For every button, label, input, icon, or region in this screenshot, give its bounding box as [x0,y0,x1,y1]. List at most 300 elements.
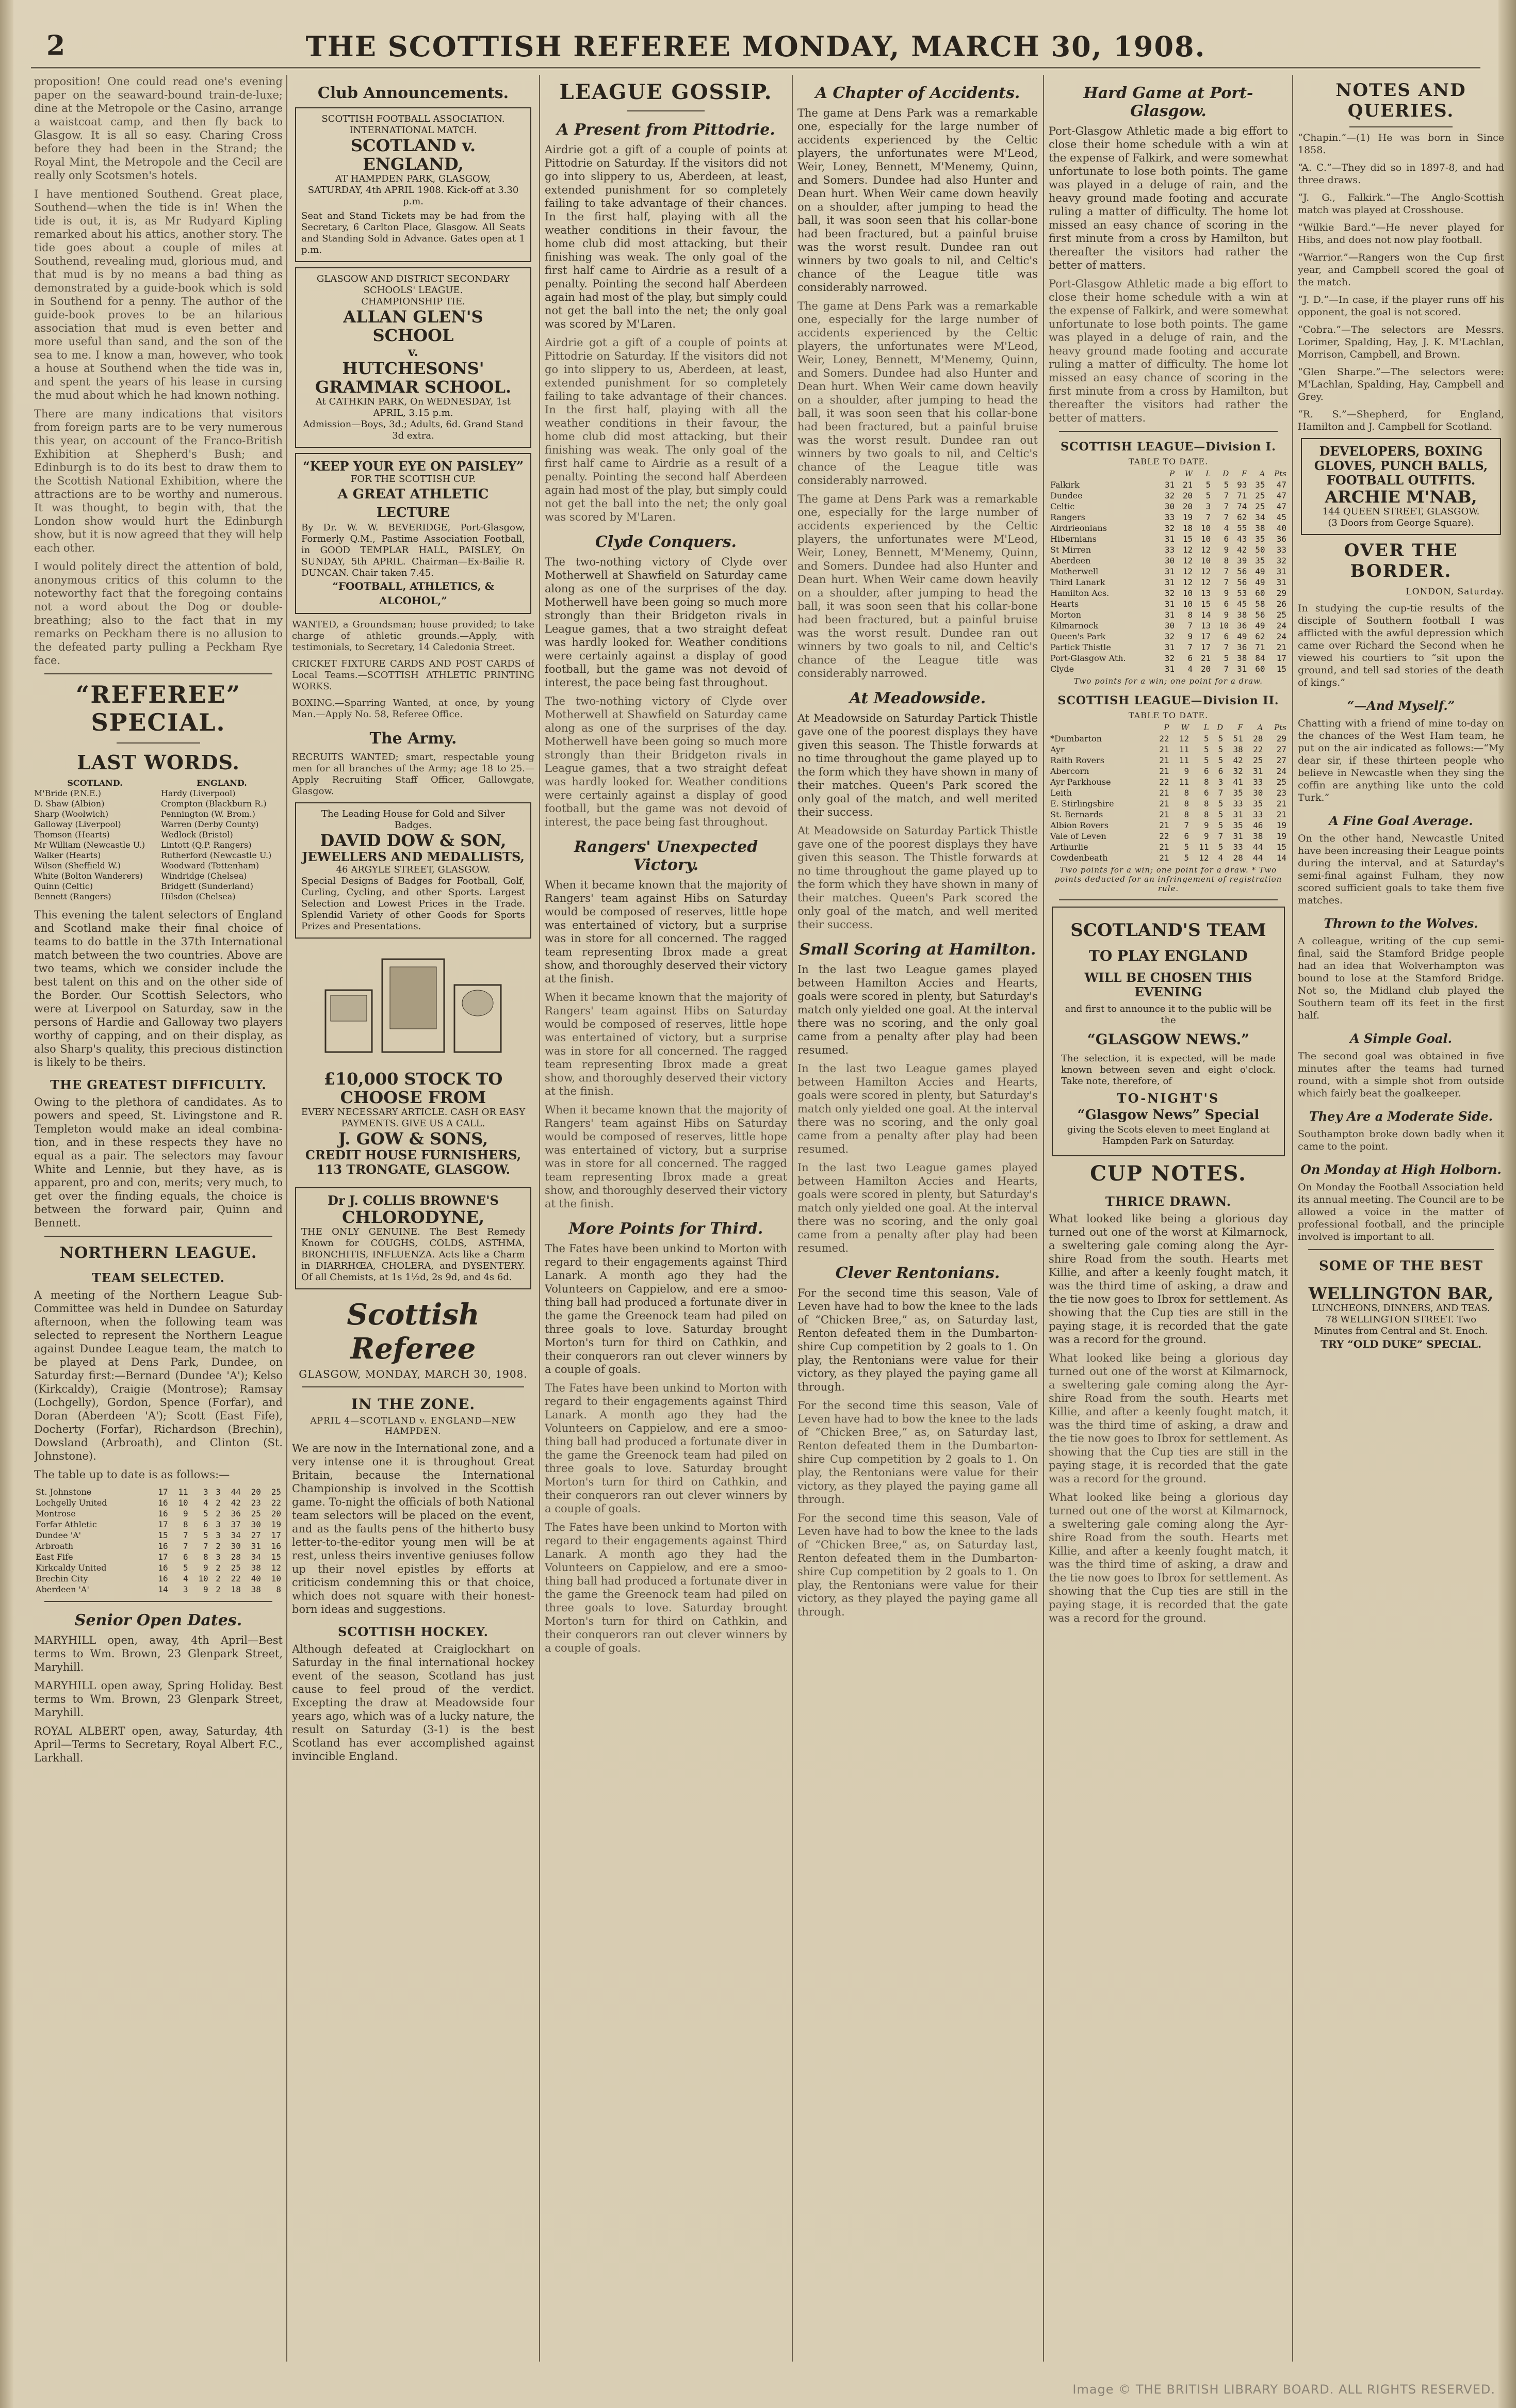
stat-cell: 21 [1159,788,1169,798]
article-paragraph: A colleague, writing of the cup semi-final, said the Stamford Bridge people had an idea that Wolverhampton was bound to lose at the Stamford Bridge. Not so, the Midland club played the Southern team off its feet in the first half. [1298,935,1504,1021]
team-name-cell: Abercorn [1050,766,1089,776]
story-heading: A Present from Pittodrie. [557,121,775,139]
stat-cell: 47 [1276,491,1286,500]
table-row [34,1573,283,1584]
stat-cell: 21 [1200,653,1211,663]
division-1-table: P W L D F A Pts Falkirk 31 21 5 5 93 35 47 Dundee 32 20 5 7 71 25 47 Celtic 30 20 3 7 74 25 47 Rangers 33 19 7 7 62 34 45 Airdrieonians 32 18 10 4 55 38 40 Hibernians 31 15 10 6 43 35 36 St Mirren 33 12 12 9 42 50 33 Aberdeen 30 12 10 8 39 35 32 Motherwell 31 12 12 7 56 49 31 Third Lanark 31 12 12 7 56 49 31 Hamilton Acs. 32 10 13 9 53 60 29 Hearts 31 10 15 6 45 58 26 Morton 31 8 14 9 38 56 25 Kilmarnock 30 7 13 10 36 49 24 Queen's Park 32 9 17 6 49 62 24 Partick Thistle 31 7 17 7 36 71 21 Port-Glasgow Ath. 32 6 21 5 38 84 17 Clyde 31 4 20 7 31 60 15 [1049,468,1288,674]
article-paragraph: The table up to date is as follows:— [34,1468,230,1481]
stat-cell: 31 [1276,577,1286,587]
northern-league-heading: NORTHERN LEAGUE. [59,1244,257,1262]
ad-body: THE ONLY GENUINE. The Best Remedy Known for COUGHS, COLDS, ASTHMA, BRONCHITIS, INFLUENZA. Acts like a Charm in DIARRHŒA, CHOLERA, and DYSENTERY. Of all Chemists, at 1s 1½d, 2s 9d, and 4s 6d. [301,1226,525,1283]
stat-cell: 6 [1224,632,1229,641]
article-paragraph: The Fates have been unkind to Morton with regard to their engagements against Third Lanark. A month ago they had the Volunteers on Cappielow, and ere a smoothing ball had produced a fortunate diver in the game the Greenock team had piled on three goals to love. Saturday brought Morton's turn for third on Cathkin, and their conquerors ran out clever winners by a couple of goals. [545,1521,787,1654]
stat-cell: 8 [1204,799,1209,809]
team-name-cell: Lochgelly United [36,1498,107,1508]
stat-cell: 5 [1205,480,1211,490]
stat-cell: 9 [1204,820,1209,830]
stat-cell: 16 [271,1541,281,1551]
open-date-notice: MARYHILL open, away, 4th April—Best terms to Wm. Brown, 23 Glenpark Street, Maryhill. [34,1634,283,1673]
stat-cell: 23 [251,1498,261,1508]
stat-cell: 2 [216,1585,221,1594]
table-row [1049,631,1288,642]
ad-line: Admission—Boys, 3d.; Adults, 6d. Grand Stand 3d extra. [303,419,524,441]
stat-cell: 47 [1276,502,1286,511]
article-paragraph: The game at Dens Park was a remarkable one, especially for the large number of accidents experienced by the Celtic players, the unfortunates were M'Leod, Weir, Loney, Bennett, M'Menemy, Quinn, and Somers. Dundee had also Hunter and Dean hurt. When Weir came down heavily on a shoulder, after jumping to head the ball, it was soon seen that his collar-bone had been fractured, but a painful bruise was the worst result. Dundee ran out winners by two goals to nil, and Celtic's chance of the League title was considerably narrowed. [797,107,1038,294]
stat-cell: 25 [1253,755,1263,765]
team-name-cell: Airdrieonians [1050,523,1107,533]
stat-cell: 5 [1218,755,1224,765]
query-item: “J. G., Falkirk.”—The Anglo-Scottish match was played at Crosshouse. [1298,192,1504,216]
division-2-table: P W L D F A Pts *Dumbarton 22 12 5 5 51 28 29 Ayr 21 11 5 5 38 22 27 Raith Rovers 21 11 5 5 42 25 27 Abercorn 21 9 6 6 32 31 24 Ayr Parkhouse 22 11 8 3 41 33 25 Leith 21 8 6 7 35 30 23 E. Stirlingshire 21 8 8 5 33 35 21 St. Bernards 21 8 8 5 31 33 21 Albion Rovers 21 7 9 5 35 46 19 Vale of Leven 22 6 9 7 31 38 19 Arthurlie 21 5 11 5 33 44 15 Cowdenbeath 21 5 12 4 28 44 14 [1049,722,1288,863]
table-row [34,1508,283,1519]
article-paragraph: The two-nothing victory of Clyde over Motherwell at Shawfield on Saturday came along as one of the surprises of the day. Motherwell have been going so much more strongly than their Bridgeton rivals in League games, that a two straight defeat was hardly looked for. Weather conditions were certainly against a display of good football, but the game was not devoid of interest, the pace being fast throughout. [545,556,787,689]
stat-cell: 62 [1255,632,1265,641]
stat-cell: 7 [1224,577,1229,587]
last-words-heading: LAST WORDS. [77,751,240,774]
stat-cell: 19 [271,1520,281,1529]
masthead-title: THE SCOTTISH REFEREE MONDAY, MARCH 30, 1908. [305,30,1206,63]
stat-cell: 7 [1184,820,1189,830]
article-paragraph: proposition! One could read one's evening paper on the seaward-bound train-de-luxe; dine at the Metropole or the Casino, arrange a waistcoat camp, and then fly back to Glasgow. It is all so easy. Charing Cross before they had been in the Strand; the Royal Mint, the Metropole and the Cecil are really only Scotsmen's hotels. [34,75,283,182]
player-name: Mr William (Newcastle U.) [34,840,145,850]
stat-cell: 17 [158,1520,168,1529]
stat-cell: 30 [231,1541,241,1551]
stat-cell: 8 [276,1585,281,1594]
team-name-cell: Forfar Athletic [36,1520,97,1529]
stat-cell: 49 [1237,632,1247,641]
stat-cell: 14 [1200,610,1211,620]
player-name: Hardy (Liverpool) [161,788,236,798]
stat-cell: 32 [1276,556,1286,565]
subheading: THE GREATEST DIFFICULTY. [50,1077,267,1092]
ad-headline: CHLORODYNE, [342,1207,484,1227]
stat-cell: 12 [1179,734,1189,744]
story-heading: Clyde Conquers. [595,533,737,551]
column-2 [292,75,534,2362]
stat-cell: 5 [1218,820,1224,830]
stat-cell: 7 [1187,642,1193,652]
article-paragraph: Chatting with a friend of mine to-day on the chances of the West Ham team, he put on the air indicated as follows:—“My dear sir, if these thirteen people who believe in Newcastle when they sing the coffin are anything like unto the cold Turk.” [1298,718,1504,803]
stat-cell: 35 [1255,480,1265,490]
stat-cell: 31 [1164,577,1175,587]
dateline: LONDON, Saturday. [1406,587,1504,597]
stat-cell: 38 [251,1563,261,1573]
divider [1349,126,1453,127]
stat-cell: 28 [1253,734,1263,744]
stat-cell: 18 [1182,523,1193,533]
stat-cell: 17 [1200,642,1211,652]
stat-cell: 21 [1159,810,1169,819]
stat-cell: 4 [183,1574,188,1583]
stat-cell: 5 [1205,491,1211,500]
query-item: “A. C.”—They did so in 1897-8, and had three draws. [1298,162,1504,186]
stat-cell: 7 [1224,512,1229,522]
team-name-cell: Aberdeen [1050,556,1091,565]
stat-cell: 31 [1164,664,1175,674]
column-5 [1049,75,1288,2362]
article-paragraph: Airdrie got a gift of a couple of points at Pittodrie on Saturday. If the visitors did not go into slippery to us, Aberdeen, at least, extended punishment for so completely failing to take advantage of their chances. In the first half, playing with all the weather conditions in their favour, the home club did most attacking, but their finishing was weak. The only goal of the first half came to Airdrie as a result of a penalty. Pointing the second half Aberdeen again had most of the play, but simply could not get the ball into the net; the only goal was scored by M'Laren. [545,143,787,330]
stat-cell: 31 [1164,480,1175,490]
team-name-cell: Falkirk [1050,480,1080,490]
stat-cell: 31 [1253,766,1263,776]
story-heading: Thrown to the Wolves. [1324,916,1478,931]
stat-cell: 38 [1253,831,1263,841]
stat-cell: 8 [1224,556,1229,565]
article-paragraph: Airdrie got a gift of a couple of points at Pittodrie on Saturday. If the visitors did not go into slippery to us, Aberdeen, at least, extended punishment for so completely failing to take advantage of their chances. In the first half, playing with all the weather conditions in their favour, the home club did most attacking, but their finishing was weak. The only goal of the first half came to Airdrie as a result of a penalty. Pointing the second half Aberdeen again had most of the play, but simply could not get the ball into the net; the only goal was scored by M'Laren. [545,336,787,523]
wellington-bar-ad [1301,1279,1501,1356]
stat-cell: 21 [1276,799,1286,809]
stat-cell: 38 [1237,610,1247,620]
stat-cell: 33 [1164,545,1175,555]
ad-line: GLASGOW AND DISTRICT SECONDARY SCHOOLS' LEAGUE. [316,273,510,296]
player-name: Rutherford (Newcastle U.) [161,850,272,860]
open-date-notice: ROYAL ALBERT open, away, Saturday, 4th April—Terms to Secretary, Royal Albert F.C., Larkhall. [34,1725,283,1764]
story-heading: At Meadowside. [849,689,986,707]
article-paragraph: At Meadowside on Saturday Partick Thistle gave one of the poorest displays they have given this season. The Thistle forwards at no time throughout the game played up to the form which they have shown in many of their matches. Queen's Park scored the only goal of the match, and well merited their success. [797,712,1038,818]
stat-cell: 21 [1276,642,1286,652]
archie-mnab-ad [1301,438,1501,535]
stat-cell: 33 [1233,799,1243,809]
stat-cell: 51 [1233,734,1243,744]
stat-cell: 10 [1182,588,1193,598]
stat-cell: 44 [231,1487,241,1497]
stat-cell: 37 [231,1520,241,1529]
divider [1059,431,1278,432]
table-note: Two points for a win; one point for a draw. * Two points deducted for an infringement of registration rule. [1054,865,1282,893]
divider [117,742,200,744]
stat-cell: 9 [1224,545,1229,555]
classified-ad: RECRUITS WANTED; smart, respectable young men for all branches of the Army; age 18 to 25.—Apply Recruiting Staff Officer, Gallowgate, Glasgow. [292,752,534,797]
stat-cell: 21 [1159,842,1169,852]
table-row [1049,842,1288,852]
stat-cell: 31 [1164,610,1175,620]
over-border-heading: OVER THE BORDER. [1344,540,1458,581]
team-name-cell: Queen's Park [1050,632,1106,641]
article-paragraph: We are now in the International zone, and a very intense one it is throughout Great Britain, because the International Championship is involved in the Scottish game. To-night the officials of both National team selectors will be placed on the event, and as the faults pens of the hitherto busy letter-to-the-editor young men will be at rest, unless theirs inventive geniuses follow up their novel epistles by efforts at criticism condemning this or that choice, which does not square with their honest-born ideas and suggestions. [292,1442,534,1615]
player-name: Thomson (Hearts) [34,830,110,839]
stat-cell: 31 [251,1541,261,1551]
stat-cell: 15 [1276,664,1286,674]
table-row [1049,523,1288,534]
notice-body: The selection, it is expected, will be made known between seven and eight o'clock. Take note, therefore, of [1061,1053,1276,1087]
page-fold-shadow [0,0,13,2408]
team-name-cell: Motherwell [1050,567,1099,576]
table-row [1049,577,1288,588]
stat-cell: 28 [1233,853,1243,863]
table-row [1049,809,1288,820]
stat-cell: 22 [1159,777,1169,787]
article-paragraph: I would politely direct the attention of bold, anonymous critics of this column to the noteworthy fact that the foregoing contains not a word about the Dog or double-breathing; also to the fact that in my remarks on Peckham there is no allusion to the defeated party pulling a Peckham Rye face. [34,560,283,667]
team-name-cell: Morton [1050,610,1082,620]
query-item: “Warrior.”—Rangers won the Cup first year, and Campbell scored the goal of the match. [1298,252,1504,288]
column-1 [34,75,283,2362]
table-row [1049,642,1288,653]
column-rule [1292,75,1293,2362]
schools-league-ad [295,267,531,448]
stat-cell: 53 [1237,588,1247,598]
stat-cell: 36 [1237,642,1247,652]
article-paragraph: I have mentioned Southend. Great place, Southend—when the tide is in! When the tide is out, it is, as Mr Rudyard Kipling remarked about his attics, another story. The tide goes about a couple of miles at Southend, revealing mud, glorious mud, and that mud is by no means a bad thing as demonstrated by a guide-book which is sold in Southend for a penny. The author of the guide-book proves to be an hilarious association that mud is even better and more useful than sand, and the son of the sea to me. I know a man, however, who took a house at Southend when the tide was in, and spent the years of his lease in cursing the mud about which he had known nothing. [34,188,283,401]
stat-cell: 8 [183,1520,188,1529]
stat-cell: 25 [251,1509,261,1518]
league-gossip-heading: LEAGUE GOSSIP. [559,80,773,104]
table-row [34,1584,283,1595]
stat-cell: 60 [1255,664,1265,674]
classified-ad: WANTED, a Groundsman; house provided; to take charge of athletic grounds.—Apply, with testimonials, to Secretary, 14 Caledonia Street. [292,619,534,653]
gow-furnishers-ad [295,944,531,1182]
stat-cell: 62 [1237,512,1247,522]
stat-cell: 31 [1276,567,1286,576]
article-paragraph: Southampton broke down badly when it came to the point. [1298,1128,1504,1152]
stat-cell: 17 [158,1487,168,1497]
ad-headline: A GREAT ATHLETIC LECTURE [337,487,489,521]
ad-line: FOR THE SCOTTISH CUP. [350,474,476,484]
sfa-international-ad [295,107,531,262]
stat-cell: 12 [1182,577,1193,587]
table-note: Two points for a win; one point for a draw. [1073,676,1263,686]
stat-cell: 84 [1255,653,1265,663]
issue-dateline: GLASGOW, MONDAY, MARCH 30, 1908. [299,1368,528,1380]
table-row [1049,534,1288,544]
article-paragraph: The game at Dens Park was a remarkable one, especially for the large number of accidents experienced by the Celtic players, the unfortunates were M'Leod, Weir, Loney, Bennett, M'Menemy, Quinn, and Somers. Dundee had also Hunter and Dean hurt. When Weir came down heavily on a shoulder, after jumping to head the ball, it was soon seen that his collar-bone had been fractured, but a painful bruise was the worst result. Dundee ran out winners by two goals to nil, and Celtic's chance of the League title was considerably narrowed. [797,493,1038,680]
stat-cell: 21 [1276,810,1286,819]
stat-cell: 31 [1164,534,1175,544]
story-heading: They Are a Moderate Side. [1309,1109,1493,1124]
notice-headline: “GLASGOW NEWS.” [1087,1031,1250,1048]
stat-cell: 16 [158,1563,168,1573]
stat-cell: 19 [1276,820,1286,830]
article-paragraph: On the other hand, Newcastle United have been increasing their League points during the interval, and at Saturday's semi-final against Fulham, they now scored sufficient goals to take them five matches. [1298,833,1504,906]
ad-line: CREDIT HOUSE FURNISHERS, [305,1148,521,1162]
stat-cell: 10 [271,1574,281,1583]
article-paragraph: At Meadowside on Saturday Partick Thistle gave one of the poorest displays they have given this season. The Thistle forwards at no time throughout the game played up to the form which they have shown in many of their matches. Queen's Park scored the only goal of the match, and well merited their success. [797,825,1038,931]
stat-cell: 38 [251,1585,261,1594]
stat-cell: 12 [1199,853,1209,863]
table-row [1049,831,1288,842]
article-paragraph: For the second time this season, Vale of Leven have had to bow the knee to the lads of “Chicken Bree,” as, on Saturday last, Renton defeated them in the Dumbartonshire Cup competition by 2 goals to 1. On play, the Rentonians were value for their victory, as they played the paying game all through. [797,1512,1038,1618]
stat-cell: 3 [216,1487,221,1497]
table-row [1049,599,1288,609]
stat-cell: 7 [1187,621,1193,631]
table-row [1049,787,1288,798]
stat-cell: 5 [183,1563,188,1573]
stat-cell: 3 [216,1530,221,1540]
article-paragraph: For the second time this season, Vale of Leven have had to bow the knee to the lads of “Chicken Bree,” as, on Saturday last, Renton defeated them in the Dumbartonshire Cup competition by 2 goals to 1. On play, the Rentonians were value for their victory, as they played the paying game all through. [797,1287,1038,1393]
team-name-cell: Celtic [1050,502,1075,511]
stat-cell: 12 [1200,577,1211,587]
stat-cell: 45 [1237,599,1247,609]
story-heading: Clever Rentonians. [835,1264,1000,1282]
player-name: Bennett (Rangers) [34,892,111,901]
stat-cell: 22 [271,1498,281,1508]
table-row [34,1552,283,1562]
stat-cell: 5 [1218,799,1224,809]
article-paragraph: The game at Dens Park was a remarkable one, especially for the large number of accidents experienced by the Celtic players, the unfortunates were M'Leod, Weir, Loney, Bennett, M'Menemy, Quinn, and Somers. Dundee had also Hunter and Dean hurt. When Weir came down heavily on a shoulder, after jumping to head the ball, it was soon seen that his collar-bone had been fractured, but a painful bruise was the worst result. Dundee ran out winners by two goals to nil, and Celtic's chance of the League title was considerably narrowed. [797,300,1038,487]
stat-cell: 2 [216,1541,221,1551]
table-subheading: TABLE TO DATE. [1128,457,1209,466]
stat-cell: 5 [1184,853,1189,863]
stat-cell: 2 [216,1509,221,1518]
team-name-cell: Ayr Parkhouse [1050,777,1111,787]
stat-cell: 31 [1237,664,1247,674]
story-heading: Hard Game at Port-Glasgow. [1083,84,1253,120]
stat-cell: 7 [1218,831,1224,841]
stat-cell: 13 [1200,588,1211,598]
article-paragraph: On Monday the Football Association held its annual meeting. The Council are to be allowed a voice in the matter of professional football, and the principle involved is important to all. [1298,1182,1504,1242]
article-paragraph: What looked like being a glorious day turned out one of the worst at Kilmarnock, a sweltering gale coming along the Ayrshire Road from the south. Hearts met Killie, and after a keenly fought match, it was the third time of asking, a draw and the tie now goes to Ibrox for settlement. As showing that the Cup ties are still in the paying stage, it is recorded that the gate was a record for the ground. [1049,1491,1288,1624]
stat-cell: 10 [1182,599,1193,609]
table-row [1049,566,1288,577]
open-date-notice: MARYHILL open away, Spring Holiday. Best terms to Wm. Brown, 23 Glenpark Street, Maryhill. [34,1679,283,1719]
stat-cell: 27 [1276,745,1286,754]
notice-headline: SCOTLAND'S TEAM [1070,920,1266,941]
ad-line: GLOVES, PUNCH BALLS, [1314,458,1488,473]
england-label: ENGLAND. [197,778,247,788]
stat-cell: 5 [1224,653,1229,663]
stat-cell: 39 [1237,556,1247,565]
copyright-credit: Image © THE BRITISH LIBRARY BOARD. ALL RIGHTS RESERVED. [1072,2382,1495,2397]
stat-cell: 17 [1276,653,1286,663]
notice-line: TO-NIGHT'S [1117,1091,1220,1106]
ad-line: 46 ARGYLE STREET, GLASGOW. [336,864,491,875]
stat-cell: 45 [1276,512,1286,522]
stat-cell: 46 [1253,820,1263,830]
divider [44,1601,272,1602]
stat-cell: 8 [203,1552,208,1562]
stat-cell: 24 [1276,766,1286,776]
stat-cell: 10 [1200,534,1211,544]
stat-cell: 3 [1218,777,1224,787]
stat-cell: 10 [1200,556,1211,565]
team-name-cell: Hearts [1050,599,1079,609]
stat-cell: 44 [1253,853,1263,863]
divider [627,110,705,111]
stat-cell: 5 [203,1509,208,1518]
team-name-cell: St. Johnstone [36,1487,92,1497]
ad-heading: SOME OF THE BEST [1319,1258,1483,1274]
stat-cell: 6 [1204,766,1209,776]
stat-cell: 17 [1200,632,1211,641]
team-name-cell: Hibernians [1050,534,1097,544]
stat-cell: 2 [216,1563,221,1573]
player-name: Hilsdon (Chelsea) [161,892,236,901]
stat-cell: 47 [1276,480,1286,490]
club-announcements-heading: Club Announcements. [317,84,509,102]
stat-cell: 9 [1184,766,1189,776]
player-name: M'Bride (P.N.E.) [34,788,102,798]
stat-cell: 31 [1233,810,1243,819]
player-name: Wedlock (Bristol) [161,830,233,839]
query-item: “J. D.”—In case, if the player runs off his opponent, the goal is not scored. [1298,294,1504,318]
stat-cell: 3 [203,1487,208,1497]
athletic-lecture-ad [295,453,531,614]
stat-cell: 7 [1224,664,1229,674]
article-paragraph: Owing to the plethora of candidates. As to powers and speed, St. Livingstone and R. Templeton would make an ideal combination, and in these respects they have no equal as a pair. The selectors may favour White and Lennie, but they have, as is apparent, pro and con, merits; very much, to get over the finding equals, the choice is between the forward pair, Quinn and Bennett. [34,1096,283,1229]
stat-cell: 12 [1182,556,1193,565]
stat-cell: 56 [1237,567,1247,576]
table-row [1049,852,1288,863]
table-row [34,1530,283,1541]
team-name-cell: Leith [1050,788,1072,798]
ad-body: LUNCHEONS, DINNERS, AND TEAS. 78 WELLINGTON STREET. Two Minutes from Central and St. Enoch. [1312,1303,1490,1336]
table-row [34,1519,283,1530]
stat-cell: 5 [203,1530,208,1540]
stat-cell: 33 [1233,842,1243,852]
column-3 [545,75,787,2362]
player-name: Crompton (Blackburn R.) [161,799,267,809]
stat-cell: 2 [216,1574,221,1583]
stat-cell: 6 [1224,534,1229,544]
table-row [1049,609,1288,620]
column-rule [539,75,540,2362]
stat-cell: 4 [203,1498,208,1508]
article-paragraph: Although defeated at Craiglockhart on Saturday in the final international hockey event of the season, Scotland has just cause to feel proud of the verdict. Excepting the draw at Meadowside four years ago, which was of a lucky nature, the result on Saturday (3-1) is the best Scotland has ever accomplished against invincible England. [292,1643,534,1763]
stat-cell: 21 [1159,799,1169,809]
stat-cell: 19 [1182,512,1193,522]
stat-cell: 27 [1276,755,1286,765]
table-row [1049,588,1288,599]
notice-body: giving the Scots eleven to meet England at Hampden Park on Saturday. [1067,1124,1270,1146]
stat-cell: 35 [1253,799,1263,809]
article-paragraph: In the last two League games played between Hamilton Accies and Hearts, goals were scored in plenty, but Saturday's match only yielded one goal. At the interval there was no scoring, and the only goal came from a penalty after play had been resumed. [797,963,1038,1056]
team-name-cell: Arthurlie [1050,842,1088,852]
stat-cell: 17 [271,1530,281,1540]
stat-cell: 34 [1255,512,1265,522]
furniture-illustration [320,954,506,1062]
notice-line: WILL BE CHOSEN THIS EVENING [1084,970,1252,999]
stat-cell: 25 [1255,491,1265,500]
team-name-cell: Port-Glasgow Ath. [1050,653,1126,663]
stat-cell: 38 [1233,745,1243,754]
masthead [31,21,1480,69]
army-heading: The Army. [369,730,457,748]
stat-cell: 71 [1255,642,1265,652]
team-name-cell: Kilmarnock [1050,621,1099,631]
column-rule [286,75,287,2362]
page-number: 2 [46,30,66,61]
table-heading: SCOTTISH LEAGUE—Division II. [1057,694,1279,707]
player-name: Quinn (Celtic) [34,881,93,891]
table-row [1049,777,1288,787]
notice-headline: “Glasgow News” Special [1077,1107,1260,1123]
stat-cell: 5 [1218,734,1224,744]
query-item: “Chapin.”—(1) He was born in Since 1858. [1298,132,1504,156]
stat-cell: 9 [1187,632,1193,641]
article-paragraph: A meeting of the Northern League Sub-Committee was held in Dundee on Saturday afternoon, when the following team was selected to represent the Northern League against Dundee League team, the match to be played at Dens Park, Dundee, on Saturday first:—Bernard (Dundee 'A'); Kelso (Kirkcaldy), Craigie (Montrose); Ramsay (Lochgelly), Gordon, Spence (Forfar), and Doran (Aberdeen 'A'); Scott (East Fife), Docherty (Forfar), Richardson (Brechin), Dowsland (Arbroath), and Clinton (St. Johnstone). [34,1289,283,1462]
table-row [1049,490,1288,501]
column-rule [792,75,793,2362]
stat-cell: 5 [1204,734,1209,744]
stat-cell: 11 [1179,755,1189,765]
stat-cell: 20 [1182,491,1193,500]
stat-cell: 22 [1159,831,1169,841]
table-heading: SCOTTISH LEAGUE—Division I. [1061,440,1276,454]
stat-cell: 58 [1255,599,1265,609]
ad-headline: ARCHIE M'NAB, [1325,487,1477,507]
team-name-cell: Montrose [36,1509,76,1518]
player-name: Windridge (Chelsea) [161,871,247,881]
northern-league-table [34,1486,283,1595]
stat-cell: 20 [251,1487,261,1497]
team-name-cell: Partick Thistle [1050,642,1111,652]
table-row [1049,501,1288,512]
stat-cell: 3 [216,1552,221,1562]
stat-cell: 32 [1233,766,1243,776]
stat-cell: 38 [1237,653,1247,663]
article-paragraph: The Fates have been unkind to Morton with regard to their engagements against Third Lanark. A month ago they had the Volunteers on Cappielow, and ere a smoothing ball had produced a fortunate diver in the game the Greenock team had piled on three goals to love. Saturday brought Morton's turn for third on Cathkin, and their conquerors ran out clever winners by a couple of goals. [545,1382,787,1515]
stat-cell: 36 [231,1509,241,1518]
stat-cell: 40 [251,1574,261,1583]
